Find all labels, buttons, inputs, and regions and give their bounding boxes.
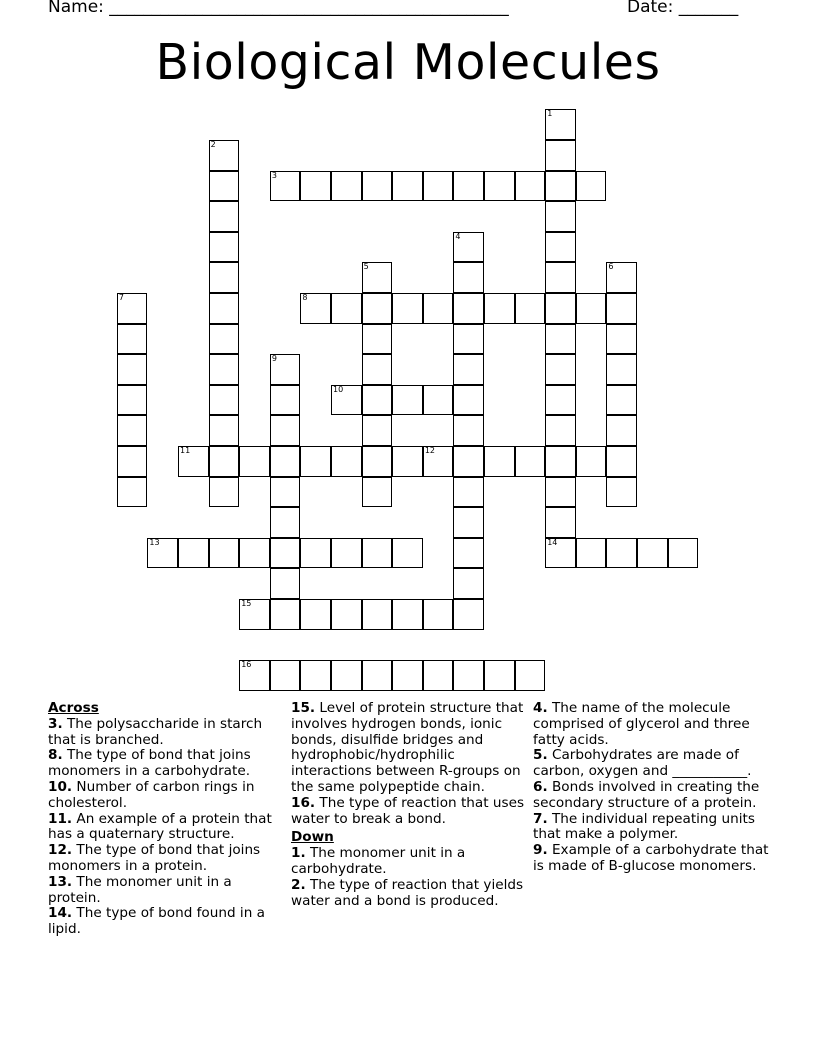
grid-cell[interactable] xyxy=(453,507,484,538)
grid-cell[interactable] xyxy=(545,446,576,477)
grid-cell[interactable] xyxy=(576,293,607,324)
grid-cell[interactable] xyxy=(270,354,301,385)
grid-cell[interactable] xyxy=(453,446,484,477)
grid-cell[interactable] xyxy=(545,324,576,355)
grid-cell[interactable] xyxy=(606,415,637,446)
grid-cell[interactable] xyxy=(300,446,331,477)
grid-cell[interactable] xyxy=(270,538,301,569)
grid-cell[interactable] xyxy=(576,446,607,477)
grid-cell[interactable] xyxy=(117,354,148,385)
grid-cell[interactable] xyxy=(362,415,393,446)
grid-cell[interactable] xyxy=(545,232,576,263)
grid-cell[interactable] xyxy=(209,232,240,263)
grid-cell[interactable] xyxy=(545,171,576,202)
grid-cell[interactable] xyxy=(209,293,240,324)
grid-cell[interactable] xyxy=(209,171,240,202)
grid-cell[interactable] xyxy=(117,324,148,355)
grid-cell[interactable] xyxy=(270,415,301,446)
grid-cell[interactable] xyxy=(209,140,240,171)
grid-cell[interactable] xyxy=(453,171,484,202)
grid-cell[interactable] xyxy=(270,599,301,630)
grid-cell[interactable] xyxy=(392,446,423,477)
grid-cell[interactable] xyxy=(545,201,576,232)
grid-cell[interactable] xyxy=(453,568,484,599)
grid-cell[interactable] xyxy=(484,446,515,477)
grid-cell[interactable] xyxy=(239,599,270,630)
clue-number: 14 xyxy=(547,537,558,547)
grid-cell[interactable] xyxy=(545,293,576,324)
grid-cell[interactable] xyxy=(545,354,576,385)
clue-down: 7. The individual repeating units that make a polymer. xyxy=(533,810,755,843)
clue-number: 13 xyxy=(149,537,160,547)
grid-cell[interactable] xyxy=(515,446,546,477)
clue-across: 13. The monomer unit in a protein. xyxy=(48,873,232,906)
grid-cell[interactable] xyxy=(606,293,637,324)
grid-cell[interactable] xyxy=(362,660,393,691)
grid-cell[interactable] xyxy=(392,599,423,630)
grid-cell[interactable] xyxy=(423,446,454,477)
grid-cell[interactable] xyxy=(239,446,270,477)
clue-number: 6 xyxy=(608,262,614,272)
grid-cell[interactable] xyxy=(362,293,393,324)
clue-across: 14. The type of bond found in a lipid. xyxy=(48,905,265,938)
grid-cell[interactable] xyxy=(362,477,393,508)
grid-cell[interactable] xyxy=(331,385,362,416)
grid-cell[interactable] xyxy=(362,599,393,630)
grid-cell[interactable] xyxy=(392,385,423,416)
grid-cell[interactable] xyxy=(209,415,240,446)
grid-cell[interactable] xyxy=(362,171,393,202)
grid-cell[interactable] xyxy=(453,660,484,691)
grid-cell[interactable] xyxy=(209,538,240,569)
down-heading: Down xyxy=(291,829,334,846)
clue-down: 5. Carbohydrates are made of carbon, oxygen and ___________. xyxy=(533,747,752,780)
grid-cell[interactable] xyxy=(392,293,423,324)
clue-number: 10 xyxy=(333,384,344,394)
grid-cell[interactable] xyxy=(392,171,423,202)
grid-cell[interactable] xyxy=(545,140,576,171)
clue-number: 7 xyxy=(118,292,124,302)
grid-cell[interactable] xyxy=(147,538,178,569)
grid-cell[interactable] xyxy=(423,660,454,691)
grid-cell[interactable] xyxy=(545,507,576,538)
clue-number: 8 xyxy=(302,292,308,302)
clue-number: 3 xyxy=(271,170,277,180)
clue-across: 16. The type of reaction that uses water to break a bond. xyxy=(291,794,525,827)
grid-cell[interactable] xyxy=(606,324,637,355)
grid-cell[interactable] xyxy=(606,446,637,477)
grid-cell[interactable] xyxy=(331,293,362,324)
grid-cell[interactable] xyxy=(300,171,331,202)
grid-cell[interactable] xyxy=(453,538,484,569)
grid-cell[interactable] xyxy=(423,293,454,324)
grid-cell[interactable] xyxy=(545,262,576,293)
grid-cell[interactable] xyxy=(209,324,240,355)
grid-cell[interactable] xyxy=(331,446,362,477)
clue-number: 12 xyxy=(424,445,435,455)
grid-cell[interactable] xyxy=(362,538,393,569)
clues-column-3 xyxy=(533,701,769,875)
grid-cell[interactable] xyxy=(545,385,576,416)
clue-across: 8. The type of bond that joins monomers in a carbohydrate. xyxy=(48,747,251,780)
clue-number: 5 xyxy=(363,262,369,272)
grid-cell[interactable] xyxy=(576,171,607,202)
across-heading: Across xyxy=(48,700,99,716)
grid-cell[interactable] xyxy=(545,477,576,508)
name-field[interactable]: Name: _______________________________________________ xyxy=(48,0,509,17)
grid-cell[interactable] xyxy=(270,568,301,599)
clue-down: 1. The monomer unit in a carbohydrate. xyxy=(291,845,466,877)
grid-cell[interactable] xyxy=(117,385,148,416)
grid-cell[interactable] xyxy=(362,354,393,385)
grid-cell[interactable] xyxy=(117,477,148,508)
clue-number: 15 xyxy=(241,598,252,608)
clues-column-1 xyxy=(48,701,284,938)
clue-number: 9 xyxy=(271,354,277,364)
grid-cell[interactable] xyxy=(300,293,331,324)
clue-down: 9. Example of a carbohydrate that is made of B-glucose monomers. xyxy=(533,842,769,874)
grid-cell[interactable] xyxy=(270,507,301,538)
clue-number: 4 xyxy=(455,231,461,241)
grid-cell[interactable] xyxy=(453,415,484,446)
clue-across: 12. The type of bond that joins monomers in a protein. xyxy=(48,842,261,874)
grid-cell[interactable] xyxy=(515,293,546,324)
grid-cell[interactable] xyxy=(453,262,484,293)
grid-cell[interactable] xyxy=(392,538,423,569)
grid-cell[interactable] xyxy=(637,538,668,569)
grid-cell[interactable] xyxy=(545,415,576,446)
grid-cell[interactable] xyxy=(453,599,484,630)
grid-cell[interactable] xyxy=(117,415,148,446)
grid-cell[interactable] xyxy=(178,538,209,569)
grid-cell[interactable] xyxy=(576,538,607,569)
grid-cell[interactable] xyxy=(117,446,148,477)
grid-cell[interactable] xyxy=(239,538,270,569)
clue-down: 6. Bonds involved in creating the secondary structure of a protein. xyxy=(533,778,760,811)
grid-cell[interactable] xyxy=(270,660,301,691)
grid-cell[interactable] xyxy=(484,171,515,202)
clue-across: 10. Number of carbon rings in cholesterol. xyxy=(48,778,255,811)
grid-cell[interactable] xyxy=(362,262,393,293)
grid-cell[interactable] xyxy=(209,446,240,477)
grid-cell[interactable] xyxy=(453,354,484,385)
grid-cell[interactable] xyxy=(668,538,699,569)
grid-cell[interactable] xyxy=(606,538,637,569)
clue-number: 1 xyxy=(547,109,553,119)
grid-cell[interactable] xyxy=(606,477,637,508)
clue-across: 11. An example of a protein that has a quaternary structure. xyxy=(48,810,272,843)
grid-cell[interactable] xyxy=(270,171,301,202)
grid-cell[interactable] xyxy=(606,354,637,385)
grid-cell[interactable] xyxy=(331,171,362,202)
grid-cell[interactable] xyxy=(209,201,240,232)
grid-cell[interactable] xyxy=(545,109,576,140)
page-title: Biological Molecules xyxy=(155,34,661,91)
grid-cell[interactable] xyxy=(300,538,331,569)
grid-cell[interactable] xyxy=(362,385,393,416)
grid-cell[interactable] xyxy=(270,446,301,477)
clue-down: 2. The type of reaction that yields water and a bond is produced. xyxy=(291,876,524,909)
grid-cell[interactable] xyxy=(606,385,637,416)
grid-cell[interactable] xyxy=(423,385,454,416)
clue-number: 2 xyxy=(210,139,216,149)
grid-cell[interactable] xyxy=(453,324,484,355)
grid-cell[interactable] xyxy=(362,446,393,477)
grid-cell[interactable] xyxy=(453,385,484,416)
clue-number: 11 xyxy=(180,445,191,455)
grid-cell[interactable] xyxy=(606,262,637,293)
grid-cell[interactable] xyxy=(484,660,515,691)
grid-cell[interactable] xyxy=(453,232,484,263)
grid-cell[interactable] xyxy=(270,385,301,416)
grid-cell[interactable] xyxy=(362,324,393,355)
clue-down: 4. The name of the molecule comprised of glycerol and three fatty acids. xyxy=(533,700,750,748)
grid-cell[interactable] xyxy=(300,660,331,691)
grid-cell[interactable] xyxy=(331,660,362,691)
grid-cell[interactable] xyxy=(178,446,209,477)
clue-across: 3. The polysaccharide in starch that is branched. xyxy=(48,715,263,748)
grid-cell[interactable] xyxy=(300,599,331,630)
grid-cell[interactable] xyxy=(209,477,240,508)
clues-column-2 xyxy=(291,701,527,909)
grid-cell[interactable] xyxy=(453,293,484,324)
grid-cell[interactable] xyxy=(545,538,576,569)
grid-cell[interactable] xyxy=(331,599,362,630)
grid-cell[interactable] xyxy=(423,171,454,202)
grid-cell[interactable] xyxy=(117,293,148,324)
grid-cell[interactable] xyxy=(209,354,240,385)
clue-across: 15. Level of protein structure that involves hydrogen bonds, ionic bonds, disulfide bridges and hydrophobic/hydrophilic interactions between R-groups on the same polypeptide chain. xyxy=(291,700,524,795)
grid-cell[interactable] xyxy=(515,660,546,691)
clue-number: 16 xyxy=(241,660,252,670)
grid-cell[interactable] xyxy=(270,477,301,508)
grid-cell[interactable] xyxy=(209,262,240,293)
grid-cell[interactable] xyxy=(453,477,484,508)
grid-cell[interactable] xyxy=(484,293,515,324)
grid-cell[interactable] xyxy=(209,385,240,416)
grid-cell[interactable] xyxy=(392,660,423,691)
grid-cell[interactable] xyxy=(331,538,362,569)
grid-cell[interactable] xyxy=(423,599,454,630)
date-field[interactable]: Date: _______ xyxy=(627,0,739,17)
grid-cell[interactable] xyxy=(239,660,270,691)
grid-cell[interactable] xyxy=(515,171,546,202)
